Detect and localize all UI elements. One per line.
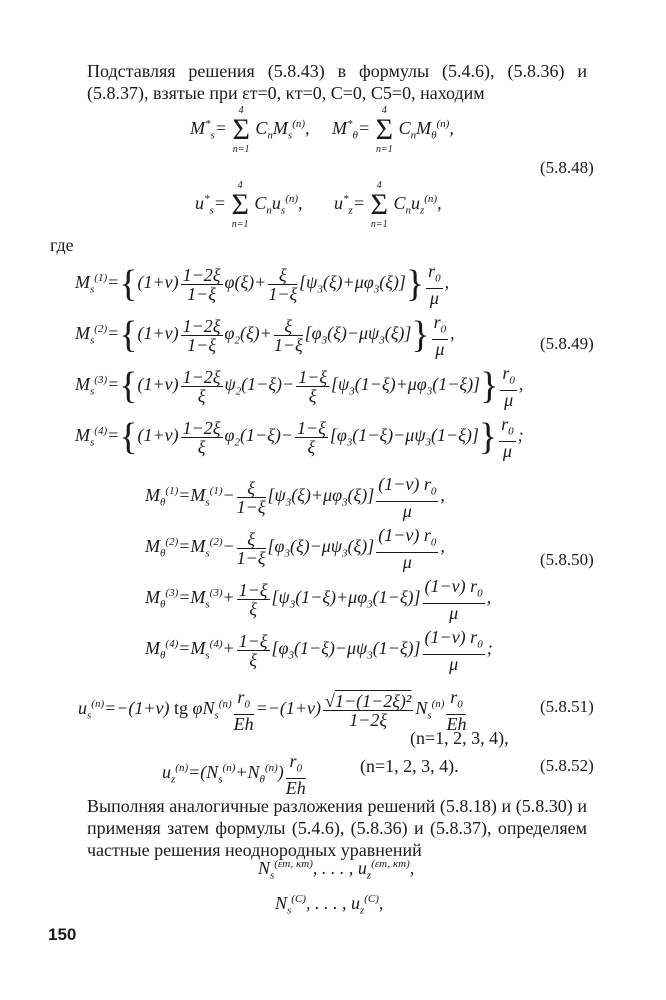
equation-5-8-51-condition: (n=1, 2, 3, 4), [410,728,509,748]
equation-number-5-8-52: (5.8.52) [540,756,594,775]
equation-5-8-51: $u_s^{(n)}=-(1+\nu)$ tg $\varphi N_s^{(n)}$ $\frac{r_0}{Eh}$ =−(1+ν) $\frac{\text{√1−(1−2ξ)²}}{1-2\xi}$ $N_s^{(n)}$ $\frac{r_0}{Eh}$ [78,687,467,734]
equation-5-8-49-line-4: $M_s^{(4)}=\{(1+\nu)$ $\frac{1-2\xi}{\xi}$ $\varphi_2(1-\xi)-$ $\frac{1-\xi}{\xi}$ $[\varphi_3(1-\xi)-\mu\psi_3(1-\xi)]$} $\frac{r_0}{\mu}$ ; [75,414,524,461]
outro-paragraph: Выполняя аналогичные разложения решений (5.8.18) и (5.8.30) и применяя затем формулы (5.4.6), (5.8.36) и (5.8.37), определяем частные решения неоднородных уравнений [87,796,587,860]
equation-5-8-50-line-1: $M_\theta^{(1)}=M_s^{(1)}-$ $\frac{\xi}{1-\xi}$ $[\psi_3(\xi)+\mu\varphi_3(\xi)]$ $\frac{(1-\nu) r_0}{\mu}$ , [145,474,445,521]
equation-5-8-48-line-2: $u^*_s=$ 4 Σ n=1 $C_nu_s^{(n)}$, $u^*_z=$ 4 Σ n=1 $C_nu_z^{(n)}$, [195,180,442,230]
intro-paragraph: Подставляя решения (5.8.43) в формулы (5.4.6), (5.8.36) и (5.8.37), взятые при εт=0, κт=0, C=0, C5=0, находим [87,61,587,103]
equation-5-8-52-condition: (n=1, 2, 3, 4). [360,756,459,776]
equation-5-8-48-line-1: $M^*_s=$ 4 Σ n=1 $C_nM_s^{(n)}$, $M^*_\theta=$ 4 Σ n=1 $C_nM_\theta^{(n)}$, [190,105,454,155]
equation-5-8-49-line-2: $M_s^{(2)}=\{(1+\nu)$ $\frac{1-2\xi}{1-\xi}$ $\varphi_2(\xi)+$ $\frac{\xi}{1-\xi}$ $[\varphi_3(\xi)-\mu\psi_3(\xi)]$} $\frac{r_0}{\mu}$ , [75,312,455,359]
equation-5-8-50-line-3: $M_\theta^{(3)}=M_s^{(3)}+$ $\frac{1-\xi}{\xi}$ $[\psi_3(1-\xi)+\mu\varphi_3(1-\xi)]$ $\frac{(1-\nu) r_0}{\mu}$ , [145,576,492,623]
equation-number-5-8-51: (5.8.51) [540,697,594,716]
final-expression-2: $N_s^{(C)}$, . . . , $u_z^{(C)}$, [275,893,384,917]
equation-5-8-50-line-2: $M_\theta^{(2)}=M_s^{(2)}-$ $\frac{\xi}{1-\xi}$ $[\varphi_3(\xi)-\mu\psi_3(\xi)]$ $\frac{(1-\nu) r_0}{\mu}$ , [145,525,445,572]
equation-5-8-49-line-3: $M_s^{(3)}=\{(1+\nu)$ $\frac{1-2\xi}{\xi}$ $\psi_2(1-\xi)-$ $\frac{1-\xi}{\xi}$ $[\psi_3(1-\xi)+\mu\varphi_3(1-\xi)]$} $\frac{r_0}{\mu}$ , [75,363,524,410]
where-word: где [50,235,74,255]
equation-5-8-52: $u_z^{(n)}=(N_s^{(n)}+N_\theta^{(n)})$ $\frac{r_0}{Eh}$ [162,751,306,798]
equation-5-8-50-line-4: $M_\theta^{(4)}=M_s^{(4)}+$ $\frac{1-\xi}{\xi}$ $[\varphi_3(1-\xi)-\mu\psi_3(1-\xi)]$ $\frac{(1-\nu) r_0}{\mu}$ ; [145,627,493,674]
equation-number-5-8-50: (5.8.50) [540,550,594,569]
equation-5-8-49-line-1: $M_s^{(1)}=\{(1+\nu)$ $\frac{1-2\xi}{1-\xi}$ φ(ξ)+ $\frac{\xi}{1-\xi}$ $[\psi_3(\xi)+\mu\varphi_3(\xi)]$} $\frac{r_0}{\mu}$ , [75,261,450,308]
equation-number-5-8-49: (5.8.49) [540,334,594,353]
page-number: 150 [48,925,77,944]
final-expression-1: $N_s^{(\varepsilon т, \kappa т)}$, . . . , $u_z^{(\varepsilon т, \kappa т)}$, [258,858,415,882]
equation-number-5-8-48: (5.8.48) [540,158,594,177]
